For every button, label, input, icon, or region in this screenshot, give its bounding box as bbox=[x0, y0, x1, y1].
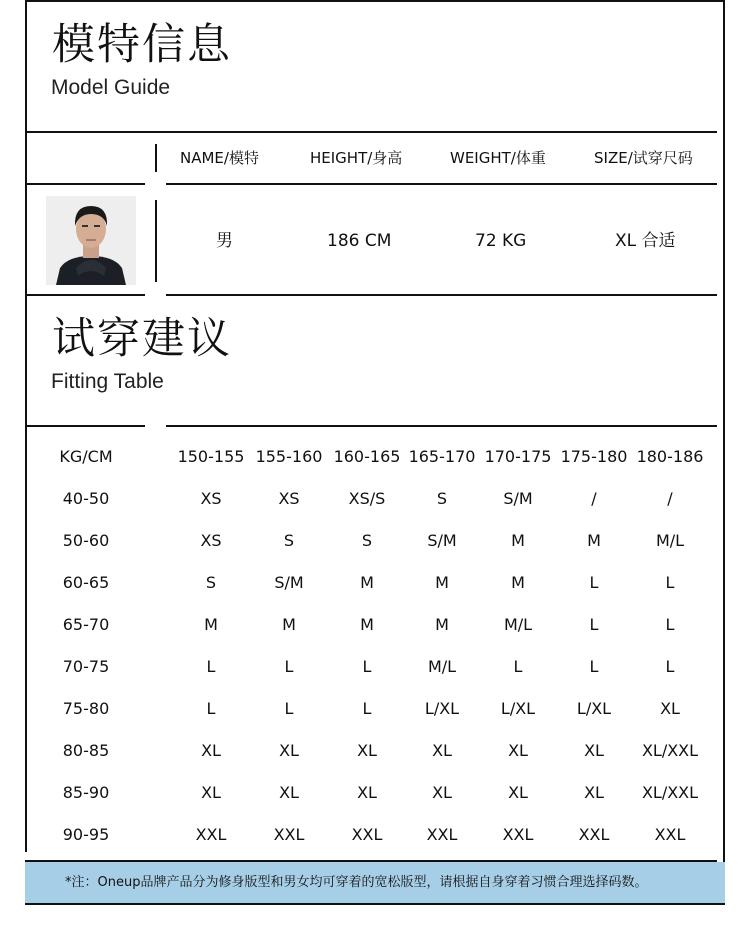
divider-model-top bbox=[25, 131, 717, 133]
weight-label: 90-95 bbox=[62, 825, 110, 844]
size-cell: XXL bbox=[426, 825, 458, 844]
size-cell: L bbox=[206, 699, 216, 718]
size-cell: XL bbox=[201, 741, 221, 760]
size-cell: S/M bbox=[503, 489, 533, 508]
size-cell: M bbox=[587, 531, 601, 550]
height-header: 155-160 bbox=[255, 447, 323, 466]
size-cell: S/M bbox=[427, 531, 457, 550]
fitting-table bbox=[0, 436, 750, 856]
header-name: NAME/模特 bbox=[180, 149, 259, 167]
size-cell: XL bbox=[279, 741, 299, 760]
size-cell: M bbox=[435, 615, 449, 634]
size-cell: M/L bbox=[427, 657, 457, 676]
size-cell: S bbox=[283, 531, 295, 550]
size-cell: L bbox=[665, 573, 675, 592]
height-header: 160-165 bbox=[333, 447, 401, 466]
table-row bbox=[0, 688, 750, 730]
divider-note-bottom bbox=[25, 903, 725, 905]
model-gender: 男 bbox=[216, 231, 233, 251]
size-cell: XXL bbox=[578, 825, 610, 844]
size-cell: L bbox=[513, 657, 523, 676]
model-photo bbox=[46, 196, 136, 285]
table-row bbox=[0, 562, 750, 604]
size-cell: M/L bbox=[655, 531, 685, 550]
size-cell: M bbox=[360, 615, 374, 634]
size-cell: L bbox=[206, 657, 216, 676]
size-cell: XL bbox=[432, 741, 452, 760]
size-cell: XL/XXL bbox=[641, 783, 699, 802]
size-cell: M bbox=[435, 573, 449, 592]
size-cell: XS/S bbox=[348, 489, 386, 508]
size-cell: L bbox=[589, 657, 599, 676]
size-cell: M bbox=[204, 615, 218, 634]
size-cell: XL bbox=[660, 699, 680, 718]
model-portrait-icon bbox=[46, 196, 136, 285]
model-height: 186 CM bbox=[327, 231, 392, 251]
size-cell: XXL bbox=[195, 825, 227, 844]
size-cell: L bbox=[589, 615, 599, 634]
fitting-table-subtitle: Fitting Table bbox=[51, 370, 164, 393]
table-row bbox=[0, 646, 750, 688]
size-cell: M/L bbox=[503, 615, 533, 634]
height-header: 175-180 bbox=[560, 447, 628, 466]
size-cell: L/XL bbox=[500, 699, 536, 718]
height-header: 165-170 bbox=[408, 447, 476, 466]
header-height: HEIGHT/身高 bbox=[310, 149, 403, 167]
fitting-header-row bbox=[0, 436, 750, 478]
size-cell: XL bbox=[584, 741, 604, 760]
size-cell: L bbox=[589, 573, 599, 592]
height-header: 170-175 bbox=[484, 447, 552, 466]
weight-label: 40-50 bbox=[62, 489, 110, 508]
table-row bbox=[0, 772, 750, 814]
size-cell: L bbox=[665, 615, 675, 634]
table-row bbox=[0, 478, 750, 520]
size-cell: XL bbox=[279, 783, 299, 802]
size-cell: L/XL bbox=[424, 699, 460, 718]
header-size: SIZE/试穿尺码 bbox=[594, 149, 693, 167]
divider-model-header-left bbox=[25, 183, 145, 185]
size-cell: XL bbox=[584, 783, 604, 802]
model-guide-subtitle: Model Guide bbox=[51, 76, 171, 99]
size-cell: M bbox=[360, 573, 374, 592]
size-cell: XL bbox=[357, 783, 377, 802]
size-cell: M bbox=[511, 573, 525, 592]
weight-label: 65-70 bbox=[62, 615, 110, 634]
size-cell: XS bbox=[278, 489, 300, 508]
divider-model-header-right bbox=[166, 183, 717, 185]
size-cell: XL bbox=[508, 741, 528, 760]
weight-label: 75-80 bbox=[62, 699, 110, 718]
height-header: 180-186 bbox=[636, 447, 704, 466]
size-cell: / bbox=[667, 489, 673, 508]
divider-fitting-right bbox=[166, 425, 717, 427]
table-row bbox=[0, 814, 750, 856]
size-cell: S/M bbox=[274, 573, 304, 592]
size-cell: XXL bbox=[351, 825, 383, 844]
size-cell: L/XL bbox=[576, 699, 612, 718]
size-cell: XL bbox=[508, 783, 528, 802]
height-header: 150-155 bbox=[177, 447, 245, 466]
size-cell: L bbox=[665, 657, 675, 676]
size-cell: / bbox=[591, 489, 597, 508]
weight-label: 80-85 bbox=[62, 741, 110, 760]
size-cell: S bbox=[361, 531, 373, 550]
divider-model-header-vertical bbox=[155, 144, 157, 172]
size-cell: L bbox=[284, 657, 294, 676]
weight-label: 85-90 bbox=[62, 783, 110, 802]
size-cell: XS bbox=[200, 531, 222, 550]
size-cell: XL bbox=[201, 783, 221, 802]
model-size: XL 合适 bbox=[615, 231, 676, 251]
size-cell: S bbox=[205, 573, 217, 592]
size-cell: L bbox=[284, 699, 294, 718]
size-cell: L bbox=[362, 657, 372, 676]
divider-fitting-left bbox=[25, 425, 145, 427]
size-cell: XXL bbox=[654, 825, 686, 844]
table-row bbox=[0, 520, 750, 562]
weight-label: 70-75 bbox=[62, 657, 110, 676]
divider-model-value-vertical bbox=[155, 200, 157, 282]
model-guide-title: 模特信息 bbox=[52, 20, 232, 70]
note-text: *注：Oneup品牌产品分为修身版型和男女均可穿着的宽松版型，请根据自身穿着习惯合理选择码数。 bbox=[65, 875, 648, 890]
fitting-table-title: 试穿建议 bbox=[52, 314, 232, 364]
note-bar bbox=[25, 862, 725, 904]
divider-model-bottom-left bbox=[25, 294, 145, 296]
divider-model-bottom-right bbox=[166, 294, 717, 296]
size-cell: XL bbox=[357, 741, 377, 760]
size-cell: M bbox=[511, 531, 525, 550]
size-cell: S bbox=[436, 489, 448, 508]
table-row bbox=[0, 604, 750, 646]
weight-label: 50-60 bbox=[62, 531, 110, 550]
table-row bbox=[0, 730, 750, 772]
size-cell: L bbox=[362, 699, 372, 718]
size-cell: XXL bbox=[502, 825, 534, 844]
size-cell: XS bbox=[200, 489, 222, 508]
fitting-corner: KG/CM bbox=[59, 447, 113, 466]
frame-top-border bbox=[25, 0, 725, 2]
weight-label: 60-65 bbox=[62, 573, 110, 592]
size-cell: XXL bbox=[273, 825, 305, 844]
size-cell: M bbox=[282, 615, 296, 634]
size-cell: XL bbox=[432, 783, 452, 802]
header-weight: WEIGHT/体重 bbox=[450, 149, 546, 167]
size-cell: XL/XXL bbox=[641, 741, 699, 760]
model-weight: 72 KG bbox=[475, 231, 527, 251]
